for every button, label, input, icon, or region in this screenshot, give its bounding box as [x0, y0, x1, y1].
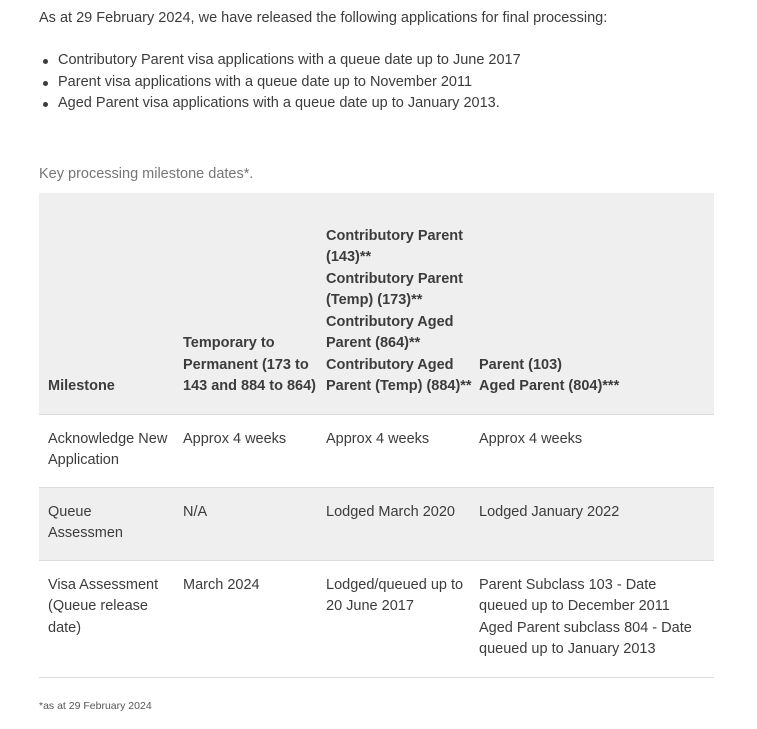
intro-text: As at 29 February 2024, we have released the following applications for final processing:	[39, 10, 608, 26]
list-item: Aged Parent visa applications with a queue date up to January 2013.	[39, 93, 521, 115]
list-item: Contributory Parent visa applications with a queue date up to June 2017	[39, 50, 521, 72]
cell-contributory: Approx 4 weeks	[326, 430, 430, 447]
header-temp-to-perm: Temporary to Permanent (173 to 143 and 884 to 864)	[183, 335, 316, 394]
cell-milestone: Visa Assessment (Queue release date)	[48, 576, 159, 636]
list-item: Parent visa applications with a queue date up to November 2011	[39, 72, 521, 94]
table-caption: Key processing milestone dates*.	[39, 166, 254, 182]
header-milestone: Milestone	[48, 378, 115, 394]
cell-temp-to-perm: Approx 4 weeks	[183, 430, 287, 447]
footnote: *as at 29 February 2024	[39, 700, 152, 712]
cell-parent: Approx 4 weeks	[479, 430, 583, 447]
cell-parent: Lodged January 2022	[479, 503, 620, 520]
header-parent: Parent (103) Aged Parent (804)***	[479, 356, 620, 394]
cell-milestone: Acknowledge New Application	[48, 430, 168, 468]
released-applications-list	[39, 50, 521, 115]
cell-temp-to-perm: N/A	[183, 503, 208, 520]
cell-contributory: Lodged March 2020	[326, 503, 455, 520]
cell-contributory: Lodged/queued up to 20 June 2017	[326, 576, 464, 614]
table-row	[39, 487, 714, 560]
table-row	[39, 414, 714, 487]
header-contributory: Contributory Parent (143)** Contributory Parent (Temp) (173)** Contributory Aged Parent (864)** Contributory Aged Parent (Temp) (884)**	[326, 227, 472, 394]
table-row	[39, 560, 714, 677]
table-header-row	[39, 193, 714, 414]
milestone-table	[39, 193, 714, 678]
cell-milestone: Queue Assessmen	[48, 503, 123, 541]
cell-parent: Parent Subclass 103 - Date queued up to December 2011 Aged Parent subclass 804 - Date queued up to January 2013	[479, 576, 692, 657]
cell-temp-to-perm: March 2024	[183, 576, 260, 593]
